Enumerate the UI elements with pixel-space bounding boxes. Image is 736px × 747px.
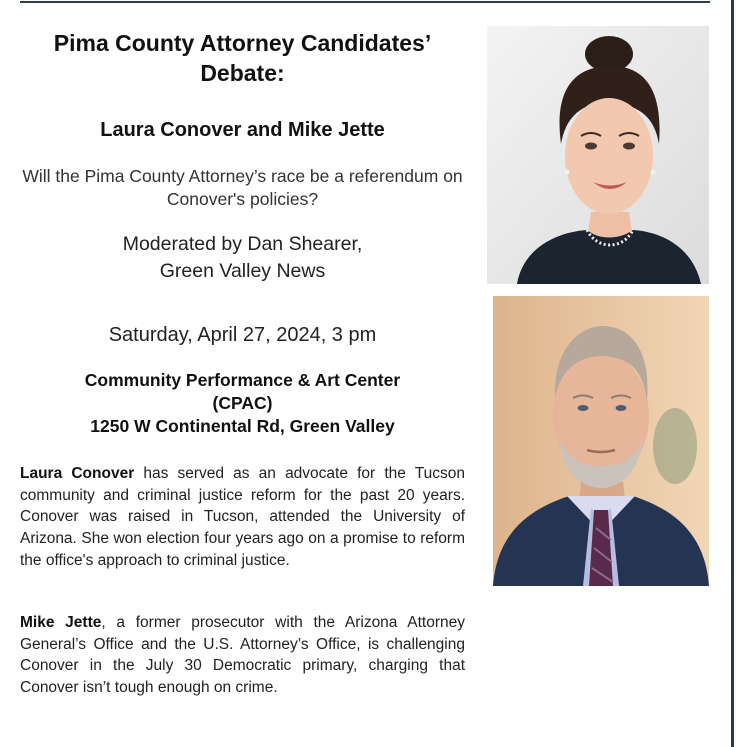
venue-info	[20, 369, 465, 438]
moderator-affiliation: Green Valley News	[159, 260, 326, 282]
moderator-info	[20, 231, 465, 285]
moderator-name: Moderated by Dan Shearer,	[122, 233, 363, 255]
venue-name: Community Performance & Art Center	[84, 370, 401, 390]
venue-abbreviation: (CPAC)	[212, 393, 273, 413]
top-divider	[20, 1, 710, 3]
conover-bio	[20, 463, 465, 572]
event-title: Pima County Attorney Candidates’ Debate:	[53, 30, 432, 86]
debate-question: Will the Pima County Attorney’s race be a referendum on Conover's policies?	[22, 166, 463, 209]
jette-bio-text: , a former prosecutor with the Arizona Attorney General’s Office and the U.S. Attorney’s Office, is challenging Conover in the July 30 Democratic primary, charging that Conover isn’t tough enough on crime.	[20, 614, 466, 697]
jette-bio	[20, 612, 465, 699]
conover-bio-name: Laura Conover	[20, 465, 135, 482]
event-date-time: Saturday, April 27, 2024, 3 pm	[108, 324, 377, 346]
right-border	[731, 0, 734, 747]
conover-portrait	[487, 26, 709, 284]
venue-address: 1250 W Continental Rd, Green Valley	[90, 416, 395, 436]
jette-bio-name: Mike Jette	[20, 614, 102, 631]
conover-bio-text: has served as an advocate for the Tucson community and criminal justice reform for the past 20 years. Conover was raised in Tucson, attended the University of Arizona. She won election four years ago on a promise to reform the office's approach to criminal justice.	[20, 465, 466, 569]
conover-portrait-illustration	[487, 26, 709, 284]
jette-portrait-illustration	[493, 296, 709, 586]
candidates-heading: Laura Conover and Mike Jette	[100, 119, 385, 141]
jette-portrait	[493, 296, 709, 586]
